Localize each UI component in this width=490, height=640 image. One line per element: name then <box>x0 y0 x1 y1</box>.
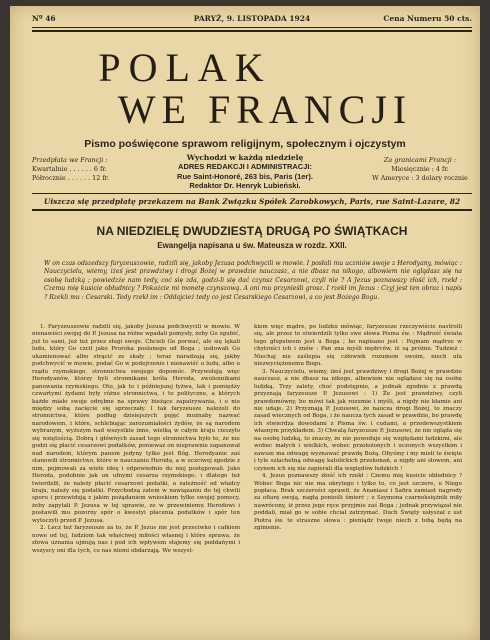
article-paragraph: 3. Nauczycielu, wiemy, iżeś jest prawdziwy i drogi Bożej w prawdzie nauczasz, a nie dbasz na nikogo, albowiem nie oglądasz się na osobę ludzką. Trzy zalety, choć podstępnie, a jednak zgodnie z prawdą przyznają faryzeusze P. Jezusowi : 1) Że jest prawdziwy, czyli prawdomówny, bo mówi tak jak rozumie i myśli, a nigdy nie kłamie ani nie udaje. 2) Przyznają P. Jezusowi, że naucza drogi Bożej, to znaczy zasad wiecznych od Boga, i że naucza tych zasad w prawdzie, bo prawdę ich stwierdza dowodami z Pisma św. i cudami, a przedewszystkiem własnym przykładem. 3) Chwalą faryzeusze P. Jezusowi, że nie ogląda się na osobę ludzką, to znaczy, że nie powoduje się względami ludzkimi, ale wobec małych i wielkich, wobec przełożonych i uczonych wszystkim i zawsze ma odwagę wyznawać prawdę Bożą. Obyśmy i my mieli te święte i tyle szlachetną odwagę katolickich przekonań, a nigdy ani słowem, ani czynem ich się nie zapierali dla względów ludzkich ! <box>254 368 462 472</box>
subscription-france-halfyear: Półrocznie . . . . . . 12 fr. <box>32 174 110 182</box>
deposit-rule-bottom <box>32 209 472 211</box>
address-street: Rue Saint-Honoré, 263 bis, Paris (1er). <box>177 171 313 181</box>
editorial-address <box>130 162 360 191</box>
masthead-title-line1: POLAK <box>98 45 272 90</box>
issue-date: PARYŻ, 9. LISTOPADA 1924 <box>193 14 311 23</box>
gospel-reference: Ewangelja napisana u św. Mateusza w rozdz. XXII. <box>157 241 347 250</box>
article-paragraph: 2. Lecz też faryzeusze za to, że P. Jezus nie jest przeciwko i całkiem nowe od tej, ludziom tak właściwej miłości własnej i które sprawa, że złowa uznania ujmują nas i pod ich wpływem stajemy się poddańymi i wszyscy oni dla tych, co nas niemi obdarzają. We wszyst- <box>32 525 240 554</box>
gospel-text: W on czas odszedszy faryzeuszowie, radzili się, jakoby Jezusa podchwycili w mowie. I posłali mu uczniów swoje z Herodyany, mówiąc : Nauczycielu, wiemy, iżeś jest prawdziwy i drogi Bożej w prawdzie nauczasz, a nie dbasz na nikogo, albowiem nie oglądasz się na osobę ludzką ; powiedzże nam tedy, coć się zda, godzi-li się dać czynsz Cesarzowi, czyli nie ? A Jezus poznawszy złość ich, rzekł : Czemu mię kusicie obłudnicy ? Pokażcie mi monetę czynszową. A oni mu przynieśli grosz. I rzekł im Jezus : Czyj jest ten obraz i napis ? Rzekli mu : Cesarski. Tedy rzekł im : Oddajcież tedy co jest Cesarskiego Cesarzowi, a co jest Bożego Bogu. <box>44 260 462 301</box>
subscription-abroad-heading: Za granicami Francji : <box>383 156 457 164</box>
article-column-right <box>254 324 462 533</box>
payment-notice: Uiszcza się przedpłatę przekazem na Bank Związku Spółek Zarobkowych, Paris, rue Saint-Lazare, 82 <box>43 197 461 206</box>
subscription-france-heading: Przedpłata we Francji : <box>32 156 108 164</box>
subscription-abroad-america: W Ameryce : 3 dolary rocznie <box>372 174 468 182</box>
newspaper-page <box>10 6 480 640</box>
editor-name: Redaktor Dr. Henryk Lubieński. <box>189 181 301 190</box>
top-rule <box>32 27 472 28</box>
masthead-title-line2: WE FRANCJI <box>117 87 413 132</box>
masthead-subtitle: Pismo poświęcone sprawom religijnym, społecznym i ojczystym <box>84 138 406 150</box>
subscription-france-quarterly: Kwartalnie . . . . . . 6 fr. <box>32 165 107 173</box>
subscription-france <box>32 156 142 183</box>
subscription-abroad <box>366 156 474 183</box>
article-paragraph: 1. Faryzeuszowie radzili się, jakoby Jezusa podchwycili w mowie. W nienawiści swojej do P. Jezusa na różne wpadali pomysły, żeby Go zgubić, już to sami, już też przez sługi swoje. Chcieli Go porwać, ale się lękali ludu, który Go czcił jako Proroka posłanego od Boga ; usiłowali Go ukamienować albo strącić ze skały ; teraz naradzają się, jakby podchwycić w mowie, podać Go w podejrzenie i nienawiść u ludu, albo u rządu rzymskiego, stronnictwa swojego dopomóc. Przywołują więc Herodyanów, którzy byli stronnikami króla Heroda, zwolennikami panowania rzymskiego. Oto, jak to i późniejszej łyżwa, tak i pomiędzy czwartymi żydami były różne stronnictwa, i to polityczne, a których każde miało swoje odrębne na sprawy bieżące zapatrywania, i o nie między sobą zacięcie się sprzeczały. I tak faryzeusze należeli do stronnictwa, które podług dzisiejszych pojęć możnaby nazwać narodowem, i które, schlebiając zarozumiałości żydów, że są narodem wybranym, wyższym nad wszystkie inne, wielką w całym kraju cieszyło się wziętością. Dobrą i głównych zasad tego stronnictwa było to, że nie godzi się płacić cesarzowi podatków, ponieważ on nieprawnie zapanował nad narodem, którym panem jedyny tylko jest Bóg. Herodyanie zaś stanowili stronnictwo, które w nauczaniu Heroda, a w uczciwej zgodzie z nim, pojmowali za wiele ideę i odpowiednio do niej postępowali. Jako Heroda, podobnie jak on ufnymi cesarza rzymskiego, i dlatego też twierdzili, że należy płacić cesarzowi podatki, a zależność od władcy kraju, należy się podatki. Przychodzą zatem w nawiązaniu do tej chwili sporu i przewidują z jakim pożądaniem wnioskiem tylko swojej pomocy, żeby zapytali P. Jezusa w tej sprawie, ze w przewiniemu Herodowi i postawili mu pozorny spór o kwestyi płacenia podatków i spór ten wytoczyli przed P. Jezusa. <box>32 324 240 524</box>
article-column-left <box>32 324 240 555</box>
article-headline: NA NIEDZIELĘ DWUDZIESTĄ DRUGĄ PO ŚWIĄTKACH <box>96 224 408 238</box>
publication-frequency: Wychodzi w każdą niedzielę <box>186 153 304 162</box>
deposit-rule-top <box>32 193 472 194</box>
top-rule-thick <box>32 30 472 32</box>
address-heading: ADRES REDAKCJI I ADMINISTRACJI: <box>178 162 312 171</box>
issue-price: Cena Numeru 50 cts. <box>383 14 472 23</box>
article-paragraph: 4. Jezus poznawszy złość ich rzekł : Czemu mię kusicie obłudnicy ? Wobec Boga nic nie ma ukrytego i tylko to, co jest szczere, u Niego popłaca. Brak szczerości sprawił, że Ananiasz i Safira zamiast nagrody za ofiarę swoją, nagłą ponieśli śmierć ; z Szymona czarnoksiężnik miły nawrócony, iż przez jego ręce przyjmie zaś Boga ; jednak przywiązał nie poddali, miał go w sobie chciał zatrzymać. Duch Święty usłyszał z ust Piotra św. te straszne słowa : pieniądz twoje niech z tobą będą na zginienie. <box>254 473 462 532</box>
issue-number: Nº 46 <box>32 14 56 23</box>
article-paragraph: kiem więc mądre, po ludzku mówiąc, faryzeusze rzeczywiście nastroili się, ale przez to stwierdzili tylko swe słowa Pisma św. : Mądrość świata tego głupstwem jest u Boga ; bo napisano jest : Pojmam mądrze w chytrości ich i znów : Pan zna myśli mędrców, iż są próżne. Tudzież : Niechaj nie zaślepia się człowiek rozumem swoim, niech ufa niezwyciężonemu Bogu. <box>254 324 462 368</box>
subscription-abroad-monthly: Miesięcznie : 4 fr. <box>391 165 449 173</box>
